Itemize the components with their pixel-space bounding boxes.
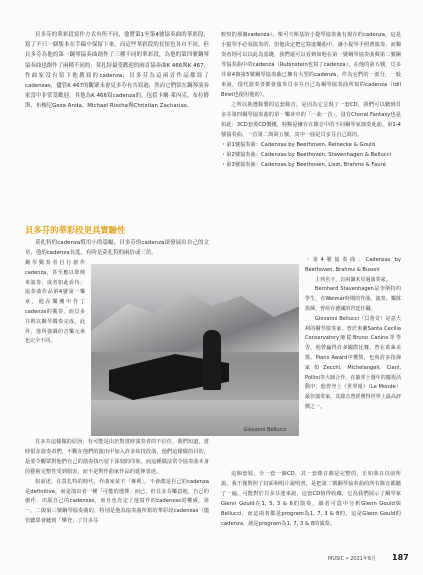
left-column-intro <box>25 30 209 112</box>
right-column-top <box>221 30 401 170</box>
paragraph: 上列名字，有兩個未見過演奏家。 <box>315 276 391 283</box>
section-heading: 貝多芬的華彩段更具實驗性 <box>25 225 126 235</box>
paragraph: Bernhard Stavenhagen是李斯特的學生，在Weimar時期的作曲、演奏、樂隊指揮，曾經在德國的宮廷任職。 <box>305 286 401 312</box>
left-column-narrow <box>25 259 85 347</box>
paragraph: Giovanni Bellucci（貝魯奇）是意大利的鋼琴演奏家，曾於米蘭Santa Cecilia Conservatory師從Bruno Canino等學習，他曾贏得許多國際比賽，曾在葛萊美獎、Piano Award中獲獎，也與許多指揮家如Zecchi, Michelangeli, Ciani, Pollini等大師合作，在蕭邦十週年的慶祝活動中，他曾登上《世界報》（Le Monde）最佳演奏家，其錄音曾經獲得世界上最高評價之一。 <box>305 315 401 410</box>
right-column-lower <box>305 256 401 413</box>
paragraph: 之所以挑選錄製的這套錄音，是因為它呈現了一套CD，我們可以聽到貝多芬第四鋼琴協奏曲的第一樂章中的「一曲一首」，沒有Choral Fantasy也是如此：3CD套裝CD價錢，特點是擁有在錄音中的不同鋼琴家演奏此曲。第1-4號協奏曲、一首第二與第五號，其中一曲是貝多芬自己寫的。 <box>221 102 401 138</box>
paragraph: 較短的那個cadenza）。柴可夫斯基的小提琴協奏曲有現存的cadenza，這是小提琴手必須演奏的，但他決定把它寫進樂曲中，讓小提琴手照著演奏，而獨奏者則可以以此為基礎，我們還可以看到如他在第一號鋼琴協奏曲與第二號鋼琴協奏曲中的cadenza（Rubinstein也寫了cadenza）。在他的第五號，貝多芬第4與第5號鋼琴協奏曲已擁有大型的cadenza，作為它們的一部分，一般來說，現代演奏者都會演奏貝多芬自己為鋼琴協奏曲所寫的cadenza（Idil Biret也使用他的）。 <box>221 32 401 98</box>
paragraph: 莫扎特的cadenza慣用小的篇幅，貝多芬的cadenza卻發展出自己的文章，他的cadenza長度，有時是莫扎特的兩倍或三倍。 <box>25 240 209 257</box>
photo-caption: Giovanni Bellucci <box>243 427 287 433</box>
left-column-section-lead <box>25 238 209 258</box>
paragraph: 貝多芬的華彩段寫作方式有所不同，他將第1至第4號協奏曲的華彩段，寫了不只一個版本在手稿中保留下來，而這些華彩段的長短也各自不同，但貝多芬為他的第一鋼琴協奏曲創作了三種不同的華彩段，為他的第四號鋼琴協奏曲也創作了兩種不同的，莫扎特最受歡迎的兩首協奏曲K 466與K 467，作曲家沒有留下他撰寫的cadenza；貝多芬為這兩首作品都寫了cadenzas，儘管K 467的觀眾未會見多芬有否寫過，然而它們常在鋼琴演奏家當中非常受歡迎。其他為K 466寫cadenza的，包括卡爾·萊內克、布拉姆斯、布梭尼Geza Anda、Michael Rische與Christian Zacharias。 <box>25 32 209 110</box>
paragraph: 貝多芬這樣做的原因，有可能是出於對當時演奏者的不信任，我們知道，當時很多演奏者們，不斷在他們的演出中加入許多炫技段落，他們這樣做的目的，是要令觀眾對他們自己的演奏技巧留下深刻的印象，而這種做法常令協奏曲本身的藝術完整性受到損害，而不是對作曲家作品的延伸表達。 <box>25 439 209 475</box>
page-footer: MUSIC • 2021年6月 <box>328 556 377 562</box>
pianist-figure <box>203 330 221 390</box>
page-number: 187 <box>392 553 409 562</box>
list-item: ・第2號協奏曲：Cadenzas by Beethoven, Stavenhagen & Bellucci <box>221 152 392 158</box>
paragraph: 鋼琴獨奏者自行創作cadenza，甚至應以即興來演奏，或者如此看待；協奏曲作品第4號第一樂章，他在樂團中作了cadenza的獨奏，而貝多芬則以鋼琴獨奏完成，此外，他所強調的音樂元素也完全不同。 <box>25 260 85 345</box>
pianist-photo <box>91 264 299 436</box>
mountain-background <box>91 282 299 352</box>
list-item: ・第4號協奏曲：Cadenzas by Beethoven, Brahms & Busoni <box>305 257 401 273</box>
list-item: ・第1號協奏曲：Cadenzas by Beethoven, Reinecke & Gould <box>221 142 375 148</box>
paragraph: 如前述，在莫扎特的時代，作曲家並不「專利」，不會總是自己的cadenza是definitive，而是演出者一種「可能的選擇」而已，但貝多芬樂意地，自己的創作、出版自己的cadenzas，而且也肯定了他寫作的cadenzas的權威，第一、二與第三號鋼琴協奏曲的，特別是他為協奏曲所寫的華彩段cadenzas（儘管聽眾會聽到「攀登」了貝多芬 <box>25 478 209 525</box>
right-column-bottom <box>221 470 401 529</box>
list-item: ・第3號協奏曲：Cadenzas by Beethoven, Liszt, Brahms & Fauré <box>221 162 386 168</box>
left-column-bottom <box>25 438 209 527</box>
paragraph: 這個套裝，全一套一個CD，其一套錄音都是完整的，正如我在以前所說，我不僅對照了封面和唱片說明書，是把第二號鋼琴協奏曲的所有錄音都聽了一遍，可能對於貝多芬迷來說，這套CD值得收藏，它為我們展示了鋼琴家Glenn Gould在1, 5, 3 & 6的演奏，讀者可從中分析Glenn Gould與Bellucci，而這兩者都是program為1, 7, 3 & 8的，這是Glenn Gould的cadenza，就是program為1, 7, 3 & 8的演奏。 <box>221 471 401 527</box>
